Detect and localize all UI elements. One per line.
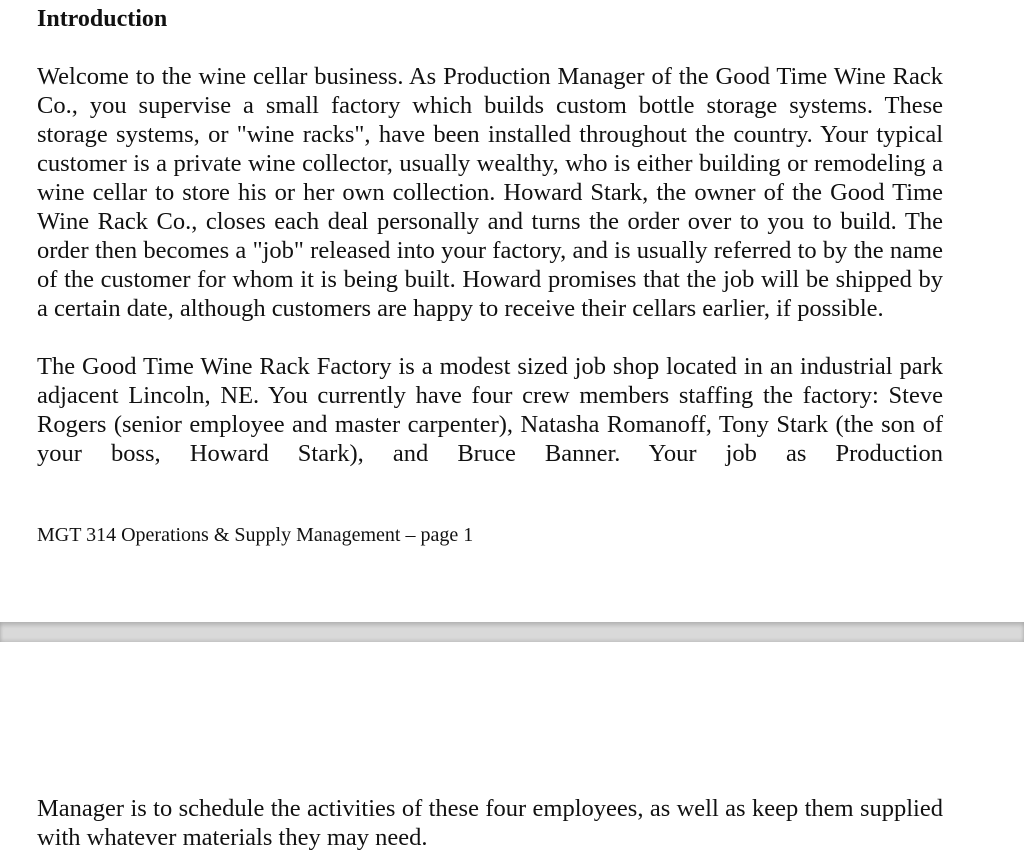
intro-paragraph-2: The Good Time Wine Rack Factory is a modest sized job shop located in an industrial park adjacent Lincoln, NE. You currently have four crew members staffing the factory: Steve Rogers (senior employee and master carpenter), Natasha Romanoff, Tony Stark (the son of your boss, Howard Stark), and Bruce Banner. Your job as Production — [37, 353, 943, 467]
page-footer: MGT 314 Operations & Supply Management – page 1 — [37, 524, 474, 546]
intro-paragraph-1: Welcome to the wine cellar business. As Production Manager of the Good Time Wine Rack Co., you supervise a small factory which builds custom bottle storage systems. These storage systems, or "wine racks", have been installed throughout the country. Your typical customer is a private wine collector, usually wealthy, who is either building or remodeling a wine cellar to store his or her own collection. Howard Stark, the owner of the Good Time Wine Rack Co., closes each deal personally and turns the order over to you to build. The order then becomes a "job" released into your factory, and is usually referred to by the name of the customer for whom it is being built. Howard promises that the job will be shipped by a certain date, although customers are happy to receive their cellars earlier, if possible. — [37, 63, 943, 322]
intro-paragraph-continued: Manager is to schedule the activities of these four employees, as well as keep them supplied with whatever materials they may need. — [37, 795, 943, 851]
section-heading: Introduction — [37, 6, 168, 32]
page-separator — [0, 622, 1024, 642]
